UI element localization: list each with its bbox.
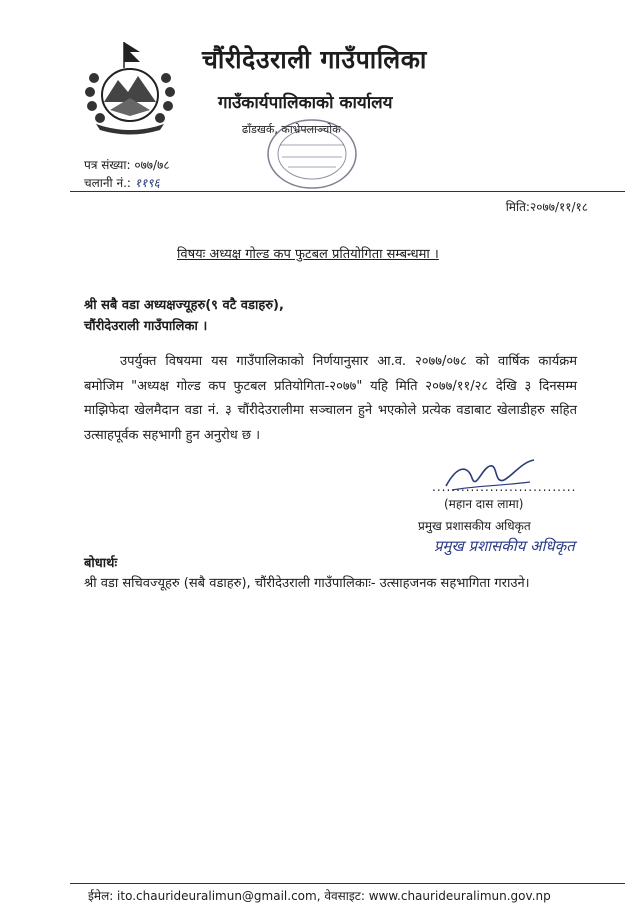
officer-title-stamp: प्रमुख प्रशासकीय अधिकृत [434, 537, 575, 555]
letter-number-label: पत्र संख्या: [84, 158, 131, 172]
letter-date: मिति:२०७७/११/१८ [505, 200, 588, 214]
cc-heading: बोधार्थः [84, 556, 118, 571]
dispatch-number-label: चलानी नं.: [84, 176, 131, 190]
dispatch-number-value: ११९६ [134, 176, 160, 190]
office-subtitle: गाउँकार्यपालिकाको कार्यालय [218, 93, 393, 113]
municipality-title: चौंरीदेउराली गाउँपालिका [202, 45, 427, 74]
officer-title: प्रमुख प्रशासकीय अधिकृत [418, 519, 531, 533]
footer-contact: ईमेल: ito.chaurideuralimun@gmail.com, वेवसाइट: www.chaurideuralimun.gov.np [88, 889, 551, 903]
footer-divider [70, 883, 625, 884]
cc-text: श्री वडा सचिवज्यूहरु (सबै वडाहरु), चौंरीदेउराली गाउँपालिकाः- उत्साहजनक सहभागिता गराउने। [84, 576, 530, 591]
recipient-line-2: चौंरीदेउराली गाउँपालिका । [84, 319, 208, 334]
office-seal-stamp [262, 115, 362, 193]
letter-subject: विषयः अध्यक्ष गोल्ड कप फुटबल प्रतियोगिता सम्बन्धमा । [177, 247, 439, 262]
government-emblem-logo [80, 40, 180, 135]
letter-body: उपर्युक्त विषयमा यस गाउँपालिकाको निर्णयानुसार आ.व. २०७७/०७८ को वार्षिक कार्यक्रम बमोजिम "अध्यक्ष गोल्ड कप फुटबल प्रतियोगिता-२०७७" यहि मिति २०७७/११/२८ देखि ३ दिनसम्म माझिफेदा खेलमैदान वडा नं. ३ चौंरीदेउरालीमा सञ्चालन हुने भएकोले प्रत्येक वडाबाट खेलाडीहरु सहित उत्साहपूर्वक सहभागी हुन अनुरोध छ । [84, 354, 577, 443]
recipient-line-1: श्री सबै वडा अध्यक्षज्यूहरु(९ वटै वडाहरु), [84, 298, 284, 313]
office-address: ढाँडखर्क, काभ्रेपलाञ्चोक [242, 123, 341, 136]
dispatch-number [84, 174, 160, 191]
officer-name: (महान दास लामा) [444, 497, 524, 511]
signature-line: .............................. [432, 480, 577, 494]
header-divider [70, 191, 625, 192]
letter-number-value: ०७७/७८ [134, 158, 170, 172]
letter-number [84, 156, 170, 173]
